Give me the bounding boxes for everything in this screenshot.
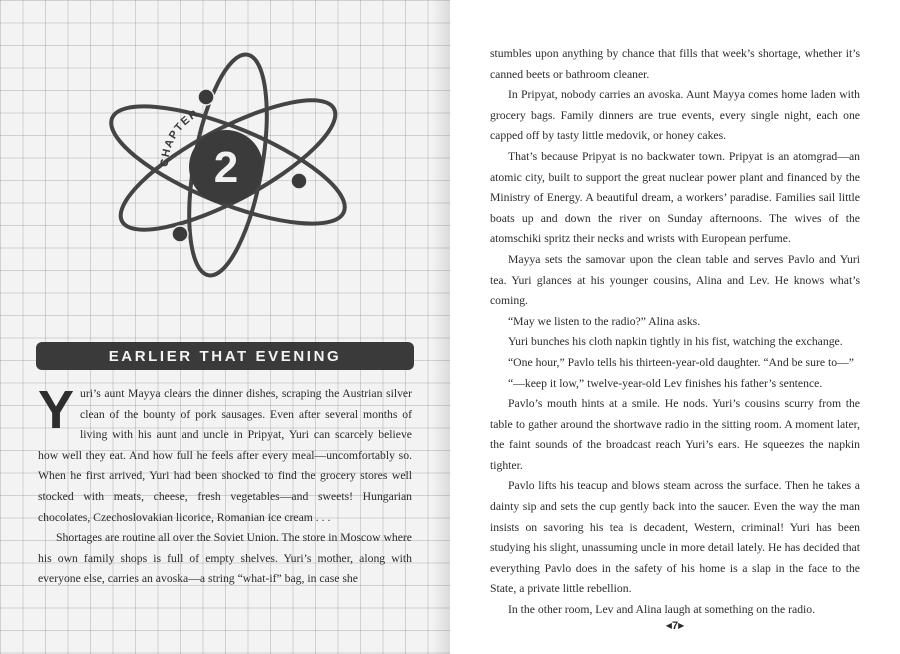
paragraph: Yuri bunches his cloth napkin tightly in his fist, watching the exchange. [508, 335, 843, 349]
right-page [450, 0, 900, 654]
paragraph: stumbles upon anything by chance that fills that week’s shortage, whether it’s canned beets or bathroom cleaner. [490, 47, 860, 81]
chapter-title-banner [36, 342, 414, 370]
chapter-word: CHAPTER [158, 107, 201, 168]
right-triangle-icon: ▶ [678, 621, 685, 630]
chapter-title: EARLIER THAT EVENING [108, 347, 342, 365]
chapter-number: 2 [213, 143, 239, 192]
right-body-text [490, 44, 860, 621]
paragraph: Pavlo’s mouth hints at a smile. He nods. Yuri’s cousins scurry from the table to gather around the shortwave radio in the sitting room. A moment later, the faint sounds of the broadcast reach Yuri’s ears. He squeezes the napkin tighter. [490, 397, 860, 472]
electron-left [172, 226, 188, 242]
paragraph: Mayya sets the samovar upon the clean table and serves Pavlo and Yuri tea. Yuri glances at his younger cousins, Alina and Lev. He knows what’s coming. [490, 252, 860, 308]
electron-right [291, 173, 307, 189]
left-body-text [38, 380, 412, 590]
page-number-value: 7 [671, 620, 679, 632]
paragraph: Yuri’s aunt Mayya clears the dinner dishes, scraping the Austrian silver clean of the bounty of pork sausages. Even after several months of living with his aunt and uncle in Pripyat, Yuri can scarcely believe how well they eat. And how full he feels after every meal—uncomfortably so. When he first arrived, Yuri had been shocked to find the grocery stores well stocked with meats, cheese, fresh vegetables—and sweets! Hungarian chocolates, Czechoslovakian licorice, Romanian ice cream . . . [38, 380, 412, 524]
paragraph: In Pripyat, nobody carries an avoska. Aunt Mayya comes home laden with grocery bags. Family dinners are true events, every single night, each one capped off by tasty little medovik, or honey cakes. [490, 88, 860, 143]
paragraph: “May we listen to the radio?” Alina asks. [508, 314, 701, 328]
drop-cap: Y [38, 380, 75, 440]
paragraph: “One hour,” Pavlo tells his thirteen-year-old daughter. “And be sure to—” [508, 355, 854, 369]
paragraph: In the other room, Lev and Alina laugh at something on the radio. [508, 603, 816, 617]
paragraph: Pavlo lifts his teacup and blows steam across the surface. Then he takes a dainty sip and sets the cup gently back into the saucer. Even the way the man insists on savoring his tea is decadent, Western, criminal! Yuri has been studying his slight, unassuming uncle in more detail lately. He has decided that everything Pavlo does in the safety of his home is a slap in the face to the State, a private little rebellion. [490, 479, 860, 596]
atom-chapter-emblem [100, 45, 360, 285]
paragraph: Shortages are routine all over the Soviet Union. The store in Moscow where his own family shops is full of empty shelves. Yuri’s mother, along with everyone else, carries an avoska—a string “what-if” bag, in case she [38, 531, 412, 586]
left-triangle-icon: ◀ [665, 621, 672, 630]
page-number [450, 620, 900, 632]
paragraph: “—keep it low,” twelve-year-old Lev finishes his father’s sentence. [508, 376, 823, 390]
paragraph: That’s because Pripyat is no backwater town. Pripyat is an atomgrad—an atomic city, built to support the great nuclear power plant and financed by the Ministry of Energy. A beautiful dream, a workers’ paradise. Families sail little boats up and down the river on Sunday afternoons. The wives of the atomschiki spritz their necks and wrists with European perfume. [490, 149, 860, 246]
electron-top [198, 89, 214, 105]
